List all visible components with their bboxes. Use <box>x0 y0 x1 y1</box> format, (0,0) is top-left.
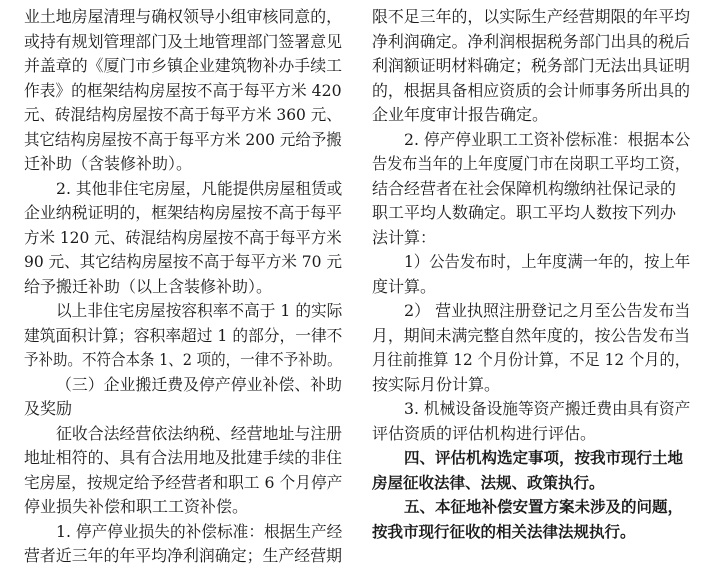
text-line: 90 元、其它结构房屋按不高于每平方米 70 元 <box>24 252 342 271</box>
text-line: 月往前推算 12 个月份计算，不足 12 个月的， <box>372 350 690 369</box>
text-line: 3. 机械设备设施等资产搬迁费由具有资产 <box>404 399 690 418</box>
text-line: 予补助。不符合本条 1、2 项的，一律不予补助。 <box>24 350 342 369</box>
text-line: 停业损失补偿和职工工资补偿。 <box>24 497 249 516</box>
text-line: 征收合法经营依法纳税、经营地址与注册 <box>56 423 342 443</box>
text-line: （三）企业搬迁费及停产停业补偿、补助 <box>56 374 342 394</box>
text-line: 作表》的框架结构房屋按不高于每平方米 420 <box>24 80 342 100</box>
text-line: 职工平均人数确定。职工平均人数按下列办 <box>372 203 677 222</box>
text-line: 法计算： <box>372 227 437 247</box>
text-line: 2. 停产停业职工工资补偿标准：根据本公 <box>404 129 690 149</box>
text-line: 按我市现行征收的相关法律法规执行。 <box>372 522 636 541</box>
text-line: 评估资质的评估机构进行评估。 <box>372 423 597 443</box>
text-line: 净利润确定。净利润根据税务部门出具的税后 <box>372 31 690 51</box>
text-line: 月，期间未满完整自然年度的，按公告发布当 <box>372 325 690 345</box>
text-line: 建筑面积计算；容积率超过 1 的部分，一律不 <box>24 325 342 345</box>
text-line: 结合经营者在社会保障机构缴纳社保记录的 <box>372 178 677 198</box>
text-line: 2. 其他非住宅房屋，凡能提供房屋租赁或 <box>56 178 342 198</box>
text-line: 其它结构房屋按不高于每平方米 200 元给予搬 <box>24 129 342 149</box>
text-line: 1. 停产停业损失的补偿标准：根据生产经 <box>56 521 342 541</box>
text-line: 企业纳税证明的，框架结构房屋按不高于每平 <box>24 203 342 222</box>
text-line: 房屋征收法律、法规、政策执行。 <box>372 473 605 492</box>
text-line: 以上非住宅房屋按容积率不高于 1 的实际 <box>56 301 342 320</box>
text-line: 或持有规划管理部门及土地管理部门签署意见 <box>24 31 342 51</box>
text-line: 按实际月份计算。 <box>372 374 501 394</box>
right-column <box>372 0 690 579</box>
text-line: 业土地房屋清理与确权领导小组审核同意的， <box>24 7 342 26</box>
text-line: 1）公告发布时，上年度满一年的，按上年 <box>404 252 690 271</box>
text-line: 方米 120 元、砖混结构房屋按不高于每平方米 <box>24 227 342 247</box>
text-line: 四、评估机构选定事项，按我市现行土地 <box>404 449 684 467</box>
text-line: 迁补助（含装修补助）。 <box>24 154 193 173</box>
text-line: 五、本征地补偿安置方案未涉及的问题， <box>404 498 684 516</box>
text-line: 告发布当年的上年度厦门市在岗职工平均工资， <box>372 154 690 173</box>
text-line: 及奖励 <box>24 399 73 418</box>
text-line: 并盖章的《厦门市乡镇企业建筑物补办手续工 <box>24 56 342 75</box>
text-line: 限不足三年的，以实际生产经营期限的年平均 <box>372 7 690 26</box>
text-line: 给予搬迁补助（以上含装修补助）。 <box>24 276 273 296</box>
left-column <box>24 0 342 579</box>
text-line: 利润额证明材料确定；税务部门无法出具证明 <box>372 56 690 75</box>
text-line: 营者近三年的年平均净利润确定；生产经营期 <box>24 546 342 565</box>
text-line: 企业年度审计报告确定。 <box>372 105 549 124</box>
text-line: 宅房屋，按规定给予经营者和职工 6 个月停产 <box>24 472 342 492</box>
text-line: 的，根据具备相应资质的会计师事务所出具的 <box>372 80 690 100</box>
text-line: 元、砖混结构房屋按不高于每平方米 360 元、 <box>24 105 342 124</box>
text-line: 2） 营业执照注册登记之月至公告发布当 <box>404 301 690 320</box>
text-line: 地址相符的、具有合法用地及批建手续的非住 <box>24 448 342 467</box>
text-line: 度计算。 <box>372 276 437 296</box>
